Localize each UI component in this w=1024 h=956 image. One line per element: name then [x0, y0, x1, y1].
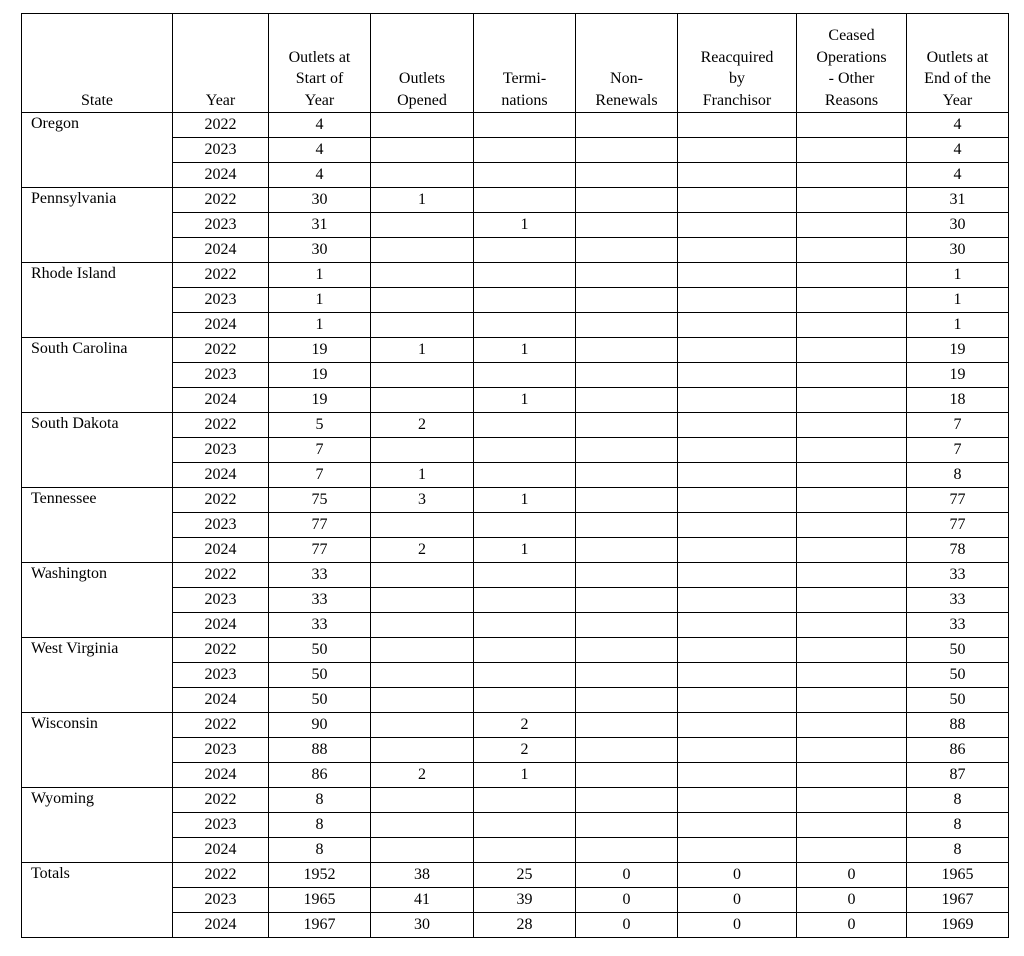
terminations-cell	[474, 813, 576, 838]
non-renewals-cell	[576, 438, 678, 463]
terminations-cell	[474, 563, 576, 588]
opened-cell	[371, 738, 474, 763]
non-renewals-cell	[576, 388, 678, 413]
opened-cell	[371, 613, 474, 638]
terminations-cell: 1	[474, 213, 576, 238]
year-cell: 2022	[173, 488, 269, 513]
non-renewals-cell	[576, 163, 678, 188]
table-row	[22, 413, 1009, 438]
terminations-cell	[474, 588, 576, 613]
outlets-end-cell: 1969	[907, 913, 1009, 938]
year-cell: 2023	[173, 213, 269, 238]
ceased-cell	[797, 238, 907, 263]
outlets-end-cell: 31	[907, 188, 1009, 213]
table-row	[22, 638, 1009, 663]
outlets-start-cell: 4	[269, 113, 371, 138]
non-renewals-cell	[576, 688, 678, 713]
non-renewals-cell	[576, 638, 678, 663]
reacquired-cell	[678, 738, 797, 763]
opened-cell: 41	[371, 888, 474, 913]
state-cell: Wisconsin	[22, 713, 173, 788]
table-row	[22, 488, 1009, 513]
non-renewals-cell	[576, 788, 678, 813]
terminations-cell: 1	[474, 763, 576, 788]
outlets-start-cell: 88	[269, 738, 371, 763]
terminations-cell: 1	[474, 488, 576, 513]
terminations-cell	[474, 163, 576, 188]
reacquired-cell	[678, 438, 797, 463]
table-row	[22, 713, 1009, 738]
year-cell: 2022	[173, 863, 269, 888]
terminations-cell	[474, 513, 576, 538]
opened-cell: 38	[371, 863, 474, 888]
ceased-cell	[797, 588, 907, 613]
outlets-start-cell: 19	[269, 338, 371, 363]
reacquired-cell	[678, 413, 797, 438]
reacquired-cell	[678, 638, 797, 663]
reacquired-cell	[678, 613, 797, 638]
outlets-end-cell: 7	[907, 413, 1009, 438]
opened-cell: 2	[371, 538, 474, 563]
ceased-cell	[797, 313, 907, 338]
ceased-cell	[797, 388, 907, 413]
outlets-end-cell: 50	[907, 638, 1009, 663]
header-outlets-end: Outlets at End of the Year	[907, 14, 1009, 113]
outlets-start-cell: 8	[269, 838, 371, 863]
reacquired-cell	[678, 813, 797, 838]
reacquired-cell: 0	[678, 913, 797, 938]
terminations-cell	[474, 238, 576, 263]
year-cell: 2024	[173, 913, 269, 938]
outlets-table	[21, 13, 1009, 938]
outlets-start-cell: 5	[269, 413, 371, 438]
table-row	[22, 863, 1009, 888]
reacquired-cell: 0	[678, 863, 797, 888]
terminations-cell	[474, 363, 576, 388]
year-cell: 2024	[173, 163, 269, 188]
outlets-start-cell: 90	[269, 713, 371, 738]
terminations-cell: 2	[474, 738, 576, 763]
outlets-start-cell: 1	[269, 263, 371, 288]
outlets-end-cell: 86	[907, 738, 1009, 763]
non-renewals-cell	[576, 613, 678, 638]
opened-cell	[371, 313, 474, 338]
ceased-cell	[797, 563, 907, 588]
outlets-end-cell: 4	[907, 138, 1009, 163]
non-renewals-cell	[576, 563, 678, 588]
header-non-renewals: Non- Renewals	[576, 14, 678, 113]
state-cell: Washington	[22, 563, 173, 638]
header-year: Year	[173, 14, 269, 113]
reacquired-cell	[678, 463, 797, 488]
non-renewals-cell	[576, 513, 678, 538]
ceased-cell	[797, 638, 907, 663]
opened-cell	[371, 588, 474, 613]
non-renewals-cell	[576, 663, 678, 688]
opened-cell	[371, 638, 474, 663]
reacquired-cell	[678, 763, 797, 788]
outlets-end-cell: 8	[907, 463, 1009, 488]
outlets-start-cell: 8	[269, 813, 371, 838]
non-renewals-cell	[576, 488, 678, 513]
non-renewals-cell	[576, 138, 678, 163]
non-renewals-cell	[576, 413, 678, 438]
outlets-end-cell: 1	[907, 263, 1009, 288]
outlets-end-cell: 77	[907, 488, 1009, 513]
outlets-start-cell: 50	[269, 688, 371, 713]
opened-cell: 3	[371, 488, 474, 513]
reacquired-cell	[678, 313, 797, 338]
non-renewals-cell	[576, 213, 678, 238]
year-cell: 2024	[173, 313, 269, 338]
outlets-start-cell: 33	[269, 588, 371, 613]
non-renewals-cell	[576, 188, 678, 213]
reacquired-cell	[678, 213, 797, 238]
outlets-end-cell: 4	[907, 113, 1009, 138]
ceased-cell	[797, 538, 907, 563]
terminations-cell	[474, 438, 576, 463]
outlets-end-cell: 1967	[907, 888, 1009, 913]
year-cell: 2023	[173, 738, 269, 763]
non-renewals-cell	[576, 538, 678, 563]
state-cell: Pennsylvania	[22, 188, 173, 263]
outlets-start-cell: 7	[269, 463, 371, 488]
terminations-cell	[474, 688, 576, 713]
year-cell: 2022	[173, 263, 269, 288]
ceased-cell	[797, 363, 907, 388]
outlets-end-cell: 8	[907, 838, 1009, 863]
terminations-cell	[474, 188, 576, 213]
table-row	[22, 563, 1009, 588]
outlets-start-cell: 77	[269, 513, 371, 538]
table-row	[22, 263, 1009, 288]
outlets-start-cell: 77	[269, 538, 371, 563]
header-row	[22, 14, 1009, 113]
outlets-start-cell: 1965	[269, 888, 371, 913]
outlets-end-cell: 19	[907, 363, 1009, 388]
reacquired-cell	[678, 588, 797, 613]
outlets-end-cell: 50	[907, 688, 1009, 713]
terminations-cell	[474, 288, 576, 313]
outlets-end-cell: 8	[907, 788, 1009, 813]
outlets-end-cell: 19	[907, 338, 1009, 363]
state-cell: Wyoming	[22, 788, 173, 863]
terminations-cell	[474, 313, 576, 338]
ceased-cell	[797, 513, 907, 538]
reacquired-cell	[678, 263, 797, 288]
terminations-cell: 1	[474, 388, 576, 413]
header-terminations: Termi- nations	[474, 14, 576, 113]
table-row	[22, 188, 1009, 213]
non-renewals-cell	[576, 738, 678, 763]
state-cell: Tennessee	[22, 488, 173, 563]
table-row	[22, 338, 1009, 363]
non-renewals-cell	[576, 813, 678, 838]
ceased-cell: 0	[797, 888, 907, 913]
ceased-cell	[797, 438, 907, 463]
state-cell: West Virginia	[22, 638, 173, 713]
terminations-cell: 2	[474, 713, 576, 738]
year-cell: 2022	[173, 338, 269, 363]
outlets-start-cell: 33	[269, 563, 371, 588]
year-cell: 2022	[173, 113, 269, 138]
ceased-cell	[797, 763, 907, 788]
opened-cell: 1	[371, 188, 474, 213]
outlets-end-cell: 8	[907, 813, 1009, 838]
state-cell: Oregon	[22, 113, 173, 188]
opened-cell	[371, 113, 474, 138]
outlets-start-cell: 19	[269, 363, 371, 388]
outlets-start-cell: 8	[269, 788, 371, 813]
opened-cell	[371, 838, 474, 863]
reacquired-cell	[678, 663, 797, 688]
opened-cell: 1	[371, 338, 474, 363]
outlets-start-cell: 75	[269, 488, 371, 513]
non-renewals-cell	[576, 588, 678, 613]
opened-cell	[371, 563, 474, 588]
outlets-end-cell: 50	[907, 663, 1009, 688]
outlets-start-cell: 4	[269, 138, 371, 163]
ceased-cell	[797, 838, 907, 863]
non-renewals-cell	[576, 838, 678, 863]
outlets-end-cell: 18	[907, 388, 1009, 413]
year-cell: 2022	[173, 413, 269, 438]
terminations-cell: 1	[474, 338, 576, 363]
ceased-cell	[797, 263, 907, 288]
reacquired-cell	[678, 338, 797, 363]
outlets-start-cell: 30	[269, 188, 371, 213]
table-body	[22, 113, 1009, 938]
year-cell: 2023	[173, 138, 269, 163]
year-cell: 2022	[173, 188, 269, 213]
terminations-cell	[474, 138, 576, 163]
year-cell: 2023	[173, 513, 269, 538]
year-cell: 2022	[173, 713, 269, 738]
year-cell: 2023	[173, 588, 269, 613]
opened-cell	[371, 713, 474, 738]
header-reacquired: Reacquired by Franchisor	[678, 14, 797, 113]
outlets-end-cell: 33	[907, 613, 1009, 638]
non-renewals-cell	[576, 463, 678, 488]
outlets-start-cell: 7	[269, 438, 371, 463]
non-renewals-cell	[576, 263, 678, 288]
header-state: State	[22, 14, 173, 113]
ceased-cell	[797, 138, 907, 163]
reacquired-cell	[678, 788, 797, 813]
header-outlets-opened: Outlets Opened	[371, 14, 474, 113]
outlets-start-cell: 50	[269, 638, 371, 663]
terminations-cell: 28	[474, 913, 576, 938]
outlets-start-cell: 19	[269, 388, 371, 413]
reacquired-cell	[678, 138, 797, 163]
reacquired-cell	[678, 163, 797, 188]
terminations-cell: 25	[474, 863, 576, 888]
ceased-cell	[797, 213, 907, 238]
opened-cell	[371, 363, 474, 388]
year-cell: 2023	[173, 888, 269, 913]
opened-cell	[371, 788, 474, 813]
outlets-end-cell: 78	[907, 538, 1009, 563]
outlets-end-cell: 30	[907, 213, 1009, 238]
non-renewals-cell	[576, 113, 678, 138]
non-renewals-cell	[576, 713, 678, 738]
terminations-cell	[474, 638, 576, 663]
non-renewals-cell: 0	[576, 913, 678, 938]
ceased-cell	[797, 113, 907, 138]
year-cell: 2024	[173, 613, 269, 638]
terminations-cell	[474, 263, 576, 288]
opened-cell	[371, 263, 474, 288]
outlets-end-cell: 7	[907, 438, 1009, 463]
outlets-end-cell: 1	[907, 313, 1009, 338]
reacquired-cell	[678, 113, 797, 138]
outlets-start-cell: 1	[269, 288, 371, 313]
terminations-cell	[474, 613, 576, 638]
opened-cell	[371, 388, 474, 413]
non-renewals-cell	[576, 363, 678, 388]
ceased-cell: 0	[797, 863, 907, 888]
outlets-end-cell: 30	[907, 238, 1009, 263]
opened-cell	[371, 213, 474, 238]
opened-cell	[371, 238, 474, 263]
reacquired-cell	[678, 563, 797, 588]
state-cell: South Dakota	[22, 413, 173, 488]
terminations-cell	[474, 838, 576, 863]
reacquired-cell	[678, 363, 797, 388]
ceased-cell: 0	[797, 913, 907, 938]
terminations-cell	[474, 113, 576, 138]
opened-cell	[371, 663, 474, 688]
reacquired-cell	[678, 688, 797, 713]
outlets-start-cell: 86	[269, 763, 371, 788]
year-cell: 2023	[173, 438, 269, 463]
ceased-cell	[797, 713, 907, 738]
reacquired-cell	[678, 388, 797, 413]
opened-cell: 2	[371, 413, 474, 438]
header-ceased-operations: Ceased Operations - Other Reasons	[797, 14, 907, 113]
opened-cell	[371, 813, 474, 838]
outlets-end-cell: 87	[907, 763, 1009, 788]
ceased-cell	[797, 488, 907, 513]
year-cell: 2023	[173, 663, 269, 688]
outlets-end-cell: 33	[907, 588, 1009, 613]
non-renewals-cell	[576, 238, 678, 263]
opened-cell: 1	[371, 463, 474, 488]
non-renewals-cell: 0	[576, 863, 678, 888]
year-cell: 2024	[173, 763, 269, 788]
outlets-end-cell: 88	[907, 713, 1009, 738]
ceased-cell	[797, 463, 907, 488]
reacquired-cell	[678, 538, 797, 563]
ceased-cell	[797, 188, 907, 213]
outlets-start-cell: 31	[269, 213, 371, 238]
outlets-start-cell: 1	[269, 313, 371, 338]
reacquired-cell	[678, 488, 797, 513]
reacquired-cell	[678, 513, 797, 538]
year-cell: 2022	[173, 563, 269, 588]
reacquired-cell	[678, 838, 797, 863]
year-cell: 2023	[173, 288, 269, 313]
outlets-end-cell: 4	[907, 163, 1009, 188]
year-cell: 2023	[173, 363, 269, 388]
opened-cell: 30	[371, 913, 474, 938]
reacquired-cell	[678, 288, 797, 313]
ceased-cell	[797, 663, 907, 688]
table-row	[22, 788, 1009, 813]
table-row	[22, 113, 1009, 138]
ceased-cell	[797, 288, 907, 313]
non-renewals-cell	[576, 338, 678, 363]
terminations-cell	[474, 663, 576, 688]
reacquired-cell	[678, 238, 797, 263]
outlets-end-cell: 33	[907, 563, 1009, 588]
outlets-start-cell: 4	[269, 163, 371, 188]
ceased-cell	[797, 813, 907, 838]
outlets-end-cell: 77	[907, 513, 1009, 538]
outlets-start-cell: 50	[269, 663, 371, 688]
ceased-cell	[797, 413, 907, 438]
year-cell: 2024	[173, 538, 269, 563]
opened-cell	[371, 688, 474, 713]
opened-cell	[371, 288, 474, 313]
non-renewals-cell	[576, 288, 678, 313]
reacquired-cell: 0	[678, 888, 797, 913]
year-cell: 2024	[173, 463, 269, 488]
outlets-end-cell: 1	[907, 288, 1009, 313]
year-cell: 2024	[173, 838, 269, 863]
ceased-cell	[797, 688, 907, 713]
non-renewals-cell	[576, 763, 678, 788]
reacquired-cell	[678, 713, 797, 738]
outlets-end-cell: 1965	[907, 863, 1009, 888]
reacquired-cell	[678, 188, 797, 213]
terminations-cell: 39	[474, 888, 576, 913]
year-cell: 2024	[173, 238, 269, 263]
opened-cell	[371, 163, 474, 188]
ceased-cell	[797, 338, 907, 363]
terminations-cell	[474, 788, 576, 813]
outlets-start-cell: 33	[269, 613, 371, 638]
state-cell: Totals	[22, 863, 173, 938]
outlets-start-cell: 1952	[269, 863, 371, 888]
terminations-cell	[474, 413, 576, 438]
opened-cell	[371, 438, 474, 463]
state-cell: South Carolina	[22, 338, 173, 413]
ceased-cell	[797, 163, 907, 188]
ceased-cell	[797, 738, 907, 763]
ceased-cell	[797, 788, 907, 813]
year-cell: 2023	[173, 813, 269, 838]
state-cell: Rhode Island	[22, 263, 173, 338]
opened-cell	[371, 513, 474, 538]
year-cell: 2024	[173, 388, 269, 413]
non-renewals-cell: 0	[576, 888, 678, 913]
outlets-start-cell: 30	[269, 238, 371, 263]
opened-cell	[371, 138, 474, 163]
outlets-start-cell: 1967	[269, 913, 371, 938]
terminations-cell	[474, 463, 576, 488]
year-cell: 2024	[173, 688, 269, 713]
non-renewals-cell	[576, 313, 678, 338]
header-outlets-start: Outlets at Start of Year	[269, 14, 371, 113]
ceased-cell	[797, 613, 907, 638]
terminations-cell: 1	[474, 538, 576, 563]
year-cell: 2022	[173, 638, 269, 663]
year-cell: 2022	[173, 788, 269, 813]
opened-cell: 2	[371, 763, 474, 788]
